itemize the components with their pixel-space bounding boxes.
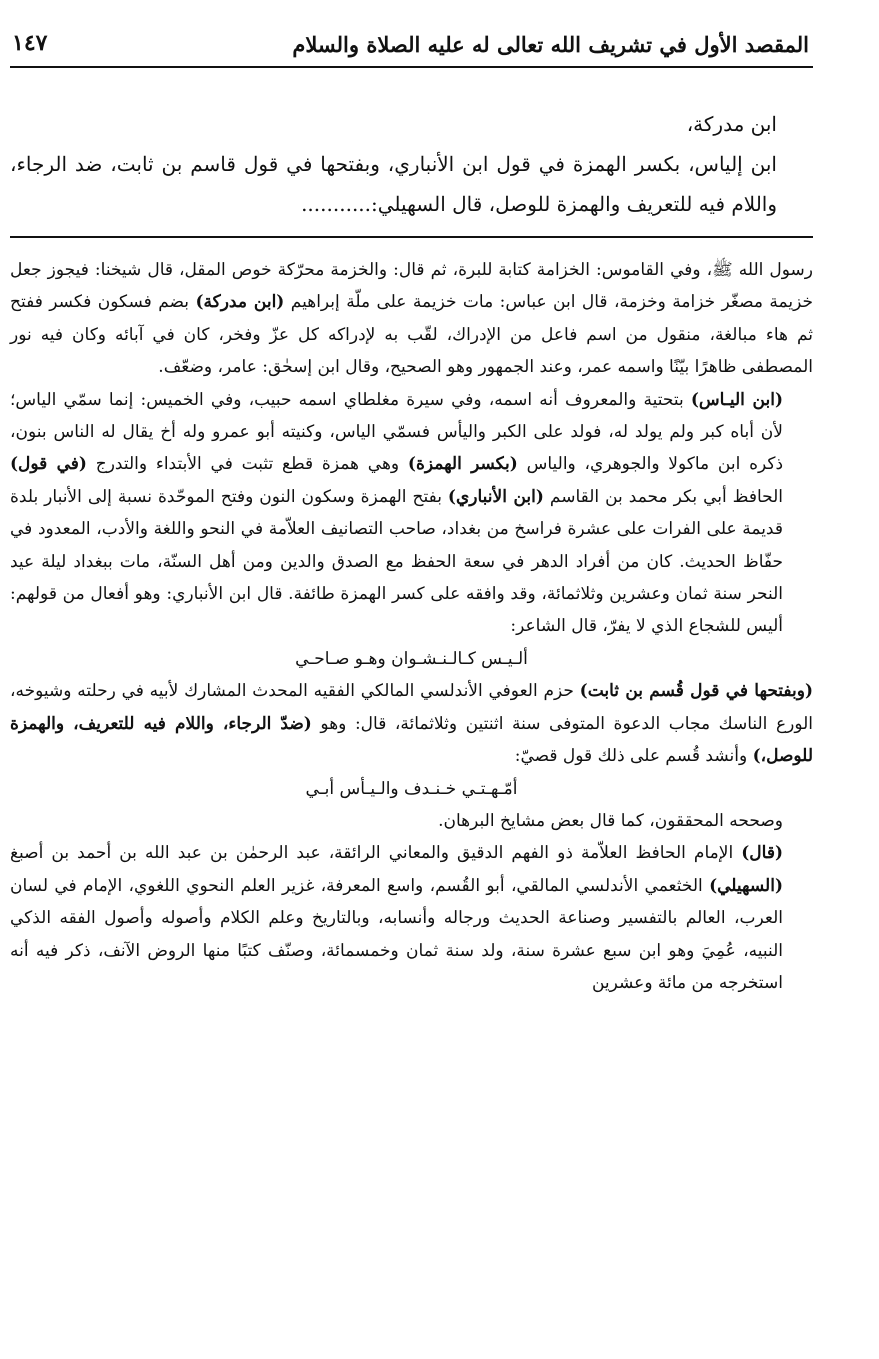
commentary-lemma: (ابن مدركة) bbox=[195, 292, 285, 313]
commentary-lemma: (في قول) bbox=[10, 454, 87, 475]
commentary-paragraph bbox=[10, 675, 813, 772]
commentary-text: وأنشد قُسم على ذلك قول قصيّ: bbox=[514, 746, 748, 767]
commentary-lemma: (ابن الأنباري) bbox=[447, 486, 544, 507]
main-text bbox=[10, 104, 813, 224]
commentary-lemma: (ضدّ الرجاء، واللام فيه للتعريف، والهمزة للوصل،) bbox=[10, 713, 813, 767]
commentary-text: الخثعمي الأندلسي المالقي، أبو القُسم، واسع المعرفة، غزير العلم النحوي اللغوي، الإمام في لسان العرب، العالم بالتفسير وصناعة الحديث ورجاله وأنسابه، وبالتاريخ وعلم الكلام وأصوله وأصول الفقه الذكي النبيه، عُمِيَ وهو ابن سبع عشرة سنة، ولد سنة ثمان وخمسمائة، وصنّف كتبًا منها الروض الآنف، ذكر فيه أنه استخرجه من مائة وعشرين bbox=[10, 875, 783, 993]
commentary-text: وهي همزة قطع تثبت في الأبتداء والتدرج bbox=[95, 454, 400, 475]
commentary-paragraph bbox=[10, 254, 813, 384]
commentary-paragraph bbox=[10, 837, 813, 999]
commentary-text: بفتح الهمزة وسكون النون وفتح الموحّدة نسبة إلى الأنبار بلدة قديمة على الفرات على عشرة فراسخ من بغداد، صاحب التصانيف العلاّمة في النحو واللغة والأدب، المعدود في حفّاظ الحديث. كان من أفراد الدهر في سعة الحفظ مع الصدق والدين ومن أهل السنّة، مات ببغداد ليلة عيد النحر سنة ثمان وعشرين وثلاثمائة، وقد وافقه على كسر الهمزة طائفة. قال ابن الأنباري: وهو أفعال من قولهم: أليس للشجاع الذي لا يفرّ، قال الشاعر: bbox=[10, 486, 783, 637]
poetry-verse: ألـيـس كـالـنـشـوان وهـو صـاحـي bbox=[295, 648, 528, 669]
main-text-paragraph: ابن إلياس، بكسر الهمزة في قول ابن الأنباري، وبفتحها في قول قاسم بن ثابت، ضد الرجاء، واللام فيه للتعريف والهمزة للوصل، قال السهيلي:........... bbox=[10, 152, 777, 216]
commentary-text: الإمام الحافظ العلاّمة ذو الفهم الدقيق والمعاني الرائقة، عبد الرحمٰن بن عبد الله بن أحمد بن أصبغ bbox=[10, 843, 734, 864]
page-number: ١٤٧ bbox=[12, 30, 48, 56]
poetry-verse: أمّـهـتـي خـنـدف والـيـأس أبـي bbox=[305, 778, 518, 799]
commentary-lemma: (السهيلي) bbox=[709, 875, 783, 896]
commentary-paragraph: وصححه المحققون، كما قال بعض مشايخ البرهان. bbox=[438, 810, 783, 831]
commentary bbox=[10, 254, 813, 999]
main-text-line: ابن مدركة، bbox=[686, 112, 777, 136]
commentary-lemma: (ابن اليـاس) bbox=[690, 389, 783, 410]
book-page bbox=[10, 28, 813, 1328]
commentary-lemma: (وبفتحها في قول قُسم بن ثابت) bbox=[579, 681, 814, 702]
commentary-text: بضم فسكون فكسر ففتح ثم هاء مبالغة، منقول من اسم فاعل من الإدراك، لقّب به لإدراكه كل عزّ وفخر، كان في آبائه وكان فيه نور المصطفى ظاهرًا بيّنًا واسمه عمر، وعند الجمهور وهو الصحيح، وقال ابن إسحٰق: عامر، وضعّف. bbox=[10, 292, 813, 378]
commentary-lemma: (قال) bbox=[741, 843, 784, 864]
commentary-text: الحافظ أبي بكر محمد بن القاسم bbox=[549, 486, 784, 507]
chapter-title: المقصد الأول في تشريف الله تعالى له عليه الصلاة والسلام bbox=[292, 32, 809, 57]
commentary-text: بتحتية والمعروف أنه اسمه، وفي سيرة مغلطاي اسمه حبيب، وفي الخميس: إنما سمّي الياس؛ لأن أباه كبر ولم يولد له، فولد على الكبر واليأس فسمّي الياس، وكنيته أبو عمرو وله أخ يقال له الناس بنون، ذكره ابن ماكولا والجوهري، والياس bbox=[10, 389, 784, 475]
running-header bbox=[10, 28, 813, 68]
commentary-text: رسول الله ﷺ، وفي القاموس: الخزامة كتابة للبرة، ثم قال: والخزمة محرّكة خوص المقل، قال شيخنا: فيجوز جعل خزيمة مصغّر خزامة وخزمة، قال ابن عباس: مات خزيمة على ملّة إبراهيم bbox=[10, 260, 813, 313]
commentary-paragraph bbox=[10, 384, 813, 643]
separator-rule bbox=[10, 236, 813, 238]
commentary-lemma: (بكسر الهمزة) bbox=[407, 454, 518, 475]
commentary-text: حزم العوفي الأندلسي المالكي الفقيه المحدث المشارك لأبيه في رحلته وشيوخه، الورع الناسك مجاب الدعوة المتوفى سنة اثنتين وثلاثمائة، قال: وهو bbox=[10, 681, 814, 734]
